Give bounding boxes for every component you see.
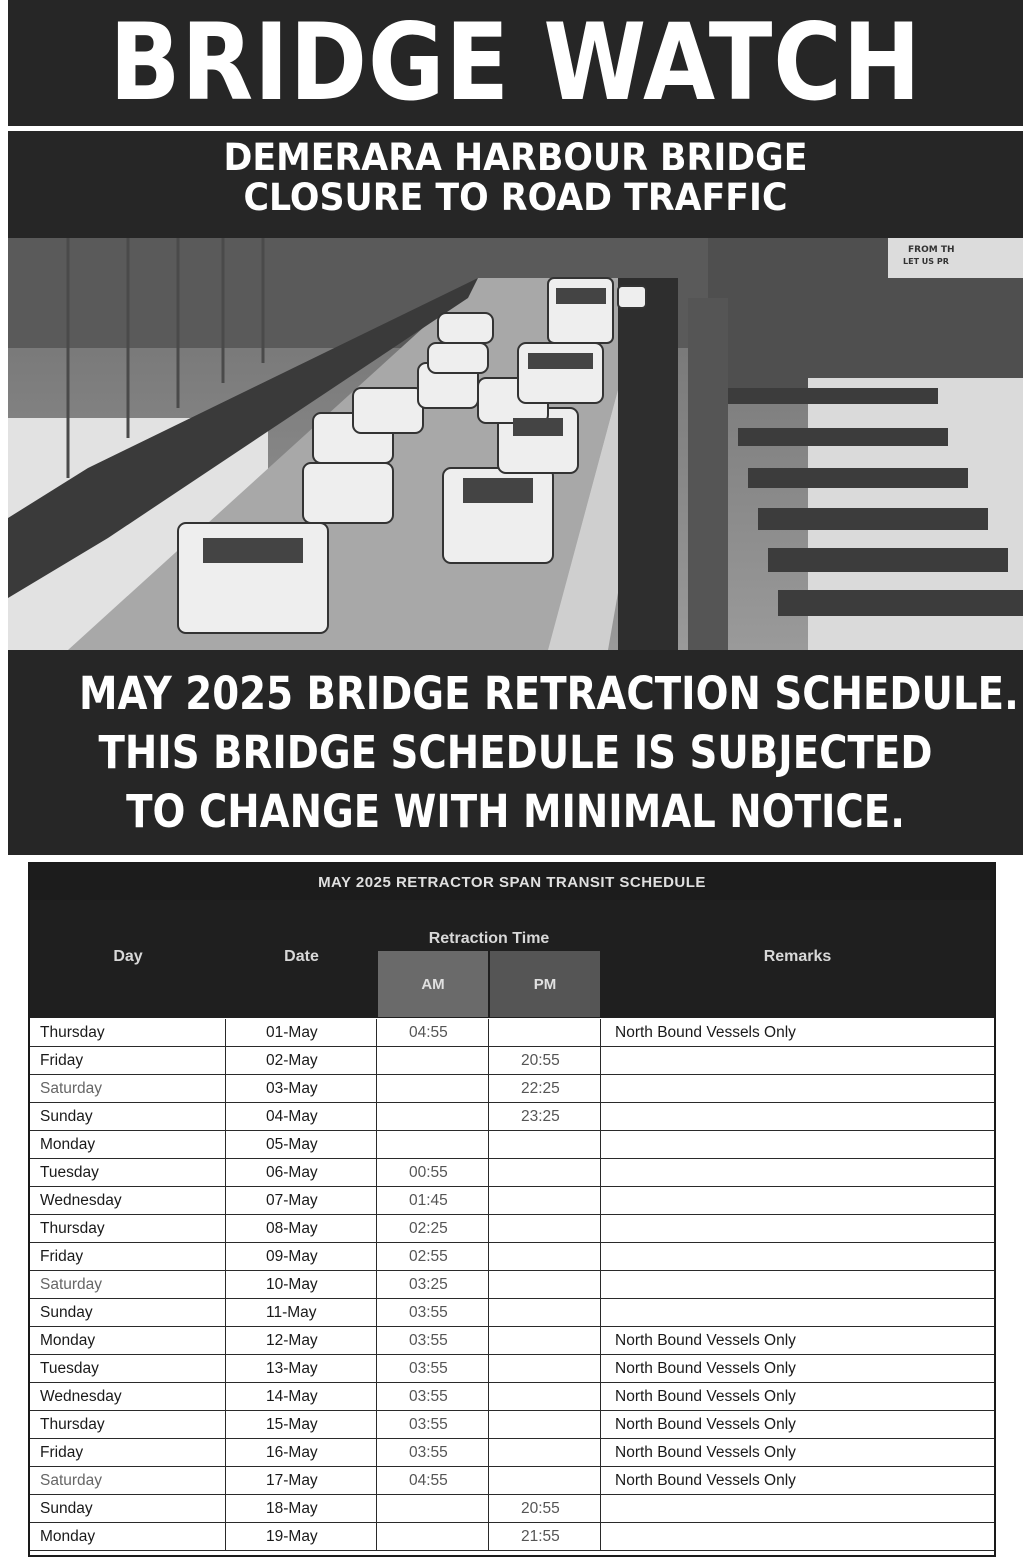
row-date: 17-May [226, 1467, 377, 1494]
row-date: 03-May [226, 1075, 377, 1102]
row-pm-time [489, 1467, 601, 1494]
row-day: Monday [30, 1523, 226, 1550]
row-day: Wednesday [30, 1383, 226, 1410]
row-remarks [601, 1103, 994, 1130]
row-am-time [377, 1495, 489, 1522]
table-body [30, 1019, 994, 1551]
row-date: 06-May [226, 1159, 377, 1186]
row-remarks [601, 1271, 994, 1298]
row-pm-time [489, 1019, 601, 1046]
table-row [30, 1495, 994, 1523]
table-row [30, 1411, 994, 1439]
row-am-time [377, 1047, 489, 1074]
row-date: 12-May [226, 1327, 377, 1354]
row-am-time [377, 1131, 489, 1158]
row-pm-time [489, 1271, 601, 1298]
schedule-notice [8, 664, 1023, 841]
sign-text-2: LET US PR [903, 257, 949, 266]
row-am-time: 03:55 [377, 1411, 489, 1438]
subheading-line-1: DEMERARA HARBOUR BRIDGE [223, 136, 808, 179]
sign-text-1: FROM TH [908, 245, 955, 255]
row-am-time [377, 1103, 489, 1130]
row-remarks [601, 1075, 994, 1102]
row-date: 18-May [226, 1495, 377, 1522]
row-date: 08-May [226, 1215, 377, 1242]
row-date: 19-May [226, 1523, 377, 1550]
row-pm-time [489, 1383, 601, 1410]
row-remarks: North Bound Vessels Only [615, 1472, 796, 1489]
row-day: Friday [30, 1243, 226, 1270]
row-day: Saturday [30, 1467, 226, 1494]
row-date: 04-May [226, 1103, 377, 1130]
table-row [30, 1467, 994, 1495]
row-am-time [377, 1075, 489, 1102]
row-date: 05-May [226, 1131, 377, 1158]
row-am-time: 03:55 [377, 1299, 489, 1326]
bridge-photo-illustration [8, 238, 1023, 650]
row-remarks: North Bound Vessels Only [615, 1332, 796, 1349]
row-am-time: 02:25 [377, 1215, 489, 1242]
row-pm-time: 21:55 [489, 1523, 601, 1550]
row-day: Thursday [30, 1411, 226, 1438]
table-row [30, 1187, 994, 1215]
row-date: 13-May [226, 1355, 377, 1382]
row-remarks [601, 1299, 994, 1326]
header-date: Date [284, 948, 319, 965]
table-row [30, 1383, 994, 1411]
row-day: Sunday [30, 1495, 226, 1522]
row-pm-time [489, 1243, 601, 1270]
header-pm: PM [490, 951, 600, 1017]
row-day: Thursday [30, 1215, 226, 1242]
row-remarks: North Bound Vessels Only [615, 1444, 796, 1461]
row-date: 16-May [226, 1439, 377, 1466]
row-day: Saturday [30, 1075, 226, 1102]
header-retraction-time: Retraction Time [428, 930, 550, 947]
row-remarks [601, 1187, 994, 1214]
subheading-line-2: CLOSURE TO ROAD TRAFFIC [243, 176, 788, 219]
table-row [30, 1439, 994, 1467]
row-day: Tuesday [30, 1159, 226, 1186]
row-date: 07-May [226, 1187, 377, 1214]
masthead [8, 0, 1023, 126]
row-date: 15-May [226, 1411, 377, 1438]
row-am-time: 04:55 [377, 1019, 489, 1046]
notice-line-1: MAY 2025 BRIDGE RETRACTION SCHEDULE. [79, 667, 1019, 720]
row-remarks: North Bound Vessels Only [615, 1360, 796, 1377]
table-row [30, 1271, 994, 1299]
row-pm-time: 20:55 [489, 1495, 601, 1522]
table-row [30, 1159, 994, 1187]
row-day: Tuesday [30, 1355, 226, 1382]
row-am-time: 00:55 [377, 1159, 489, 1186]
row-remarks [601, 1215, 994, 1242]
table-row [30, 1523, 994, 1551]
row-day: Monday [30, 1131, 226, 1158]
row-day: Friday [30, 1439, 226, 1466]
row-pm-time [489, 1159, 601, 1186]
row-remarks: North Bound Vessels Only [615, 1416, 796, 1433]
row-am-time: 03:55 [377, 1355, 489, 1382]
retraction-schedule-table [28, 862, 996, 1557]
row-am-time: 02:55 [377, 1243, 489, 1270]
row-remarks [601, 1495, 994, 1522]
table-row [30, 1327, 994, 1355]
row-am-time: 03:55 [377, 1439, 489, 1466]
row-pm-time: 20:55 [489, 1047, 601, 1074]
table-row [30, 1075, 994, 1103]
table-row [30, 1019, 994, 1047]
row-pm-time [489, 1355, 601, 1382]
row-remarks [601, 1047, 994, 1074]
table-row [30, 1131, 994, 1159]
table-row [30, 1103, 994, 1131]
header-remarks: Remarks [763, 948, 832, 965]
masthead-title: BRIDGE WATCH [109, 1, 922, 124]
table-row [30, 1299, 994, 1327]
row-remarks: North Bound Vessels Only [615, 1024, 796, 1041]
row-pm-time: 23:25 [489, 1103, 601, 1130]
row-date: 14-May [226, 1383, 377, 1410]
table-row [30, 1215, 994, 1243]
row-day: Thursday [30, 1019, 226, 1046]
row-pm-time [489, 1411, 601, 1438]
row-date: 02-May [226, 1047, 377, 1074]
row-am-time: 04:55 [377, 1467, 489, 1494]
row-day: Wednesday [30, 1187, 226, 1214]
bridge-traffic-photo [8, 238, 1023, 650]
notice-line-3: TO CHANGE WITH MINIMAL NOTICE. [126, 785, 905, 838]
row-day: Sunday [30, 1299, 226, 1326]
row-day: Monday [30, 1327, 226, 1354]
row-am-time [377, 1523, 489, 1550]
row-remarks [601, 1523, 994, 1550]
table-title: MAY 2025 RETRACTOR SPAN TRANSIT SCHEDULE [30, 864, 994, 900]
row-pm-time [489, 1327, 601, 1354]
table-row [30, 1355, 994, 1383]
row-day: Friday [30, 1047, 226, 1074]
row-pm-time [489, 1131, 601, 1158]
row-date: 09-May [226, 1243, 377, 1270]
masthead-rule [8, 126, 1023, 131]
row-am-time: 03:25 [377, 1271, 489, 1298]
row-remarks: North Bound Vessels Only [615, 1388, 796, 1405]
notice-line-2: THIS BRIDGE SCHEDULE IS SUBJECTED [98, 726, 933, 779]
table-row [30, 1047, 994, 1075]
table-row [30, 1243, 994, 1271]
row-remarks [601, 1131, 994, 1158]
row-am-time: 03:55 [377, 1327, 489, 1354]
row-remarks [601, 1243, 994, 1270]
row-am-time: 03:55 [377, 1383, 489, 1410]
header-day: Day [113, 948, 143, 965]
row-date: 11-May [226, 1299, 377, 1326]
subheading [38, 138, 992, 218]
row-day: Saturday [30, 1271, 226, 1298]
row-date: 10-May [226, 1271, 377, 1298]
row-pm-time [489, 1187, 601, 1214]
header-am: AM [378, 951, 488, 1017]
row-day: Sunday [30, 1103, 226, 1130]
row-pm-time [489, 1299, 601, 1326]
row-remarks [601, 1159, 994, 1186]
row-date: 01-May [226, 1019, 377, 1046]
row-pm-time [489, 1439, 601, 1466]
row-pm-time [489, 1215, 601, 1242]
row-pm-time: 22:25 [489, 1075, 601, 1102]
row-am-time: 01:45 [377, 1187, 489, 1214]
